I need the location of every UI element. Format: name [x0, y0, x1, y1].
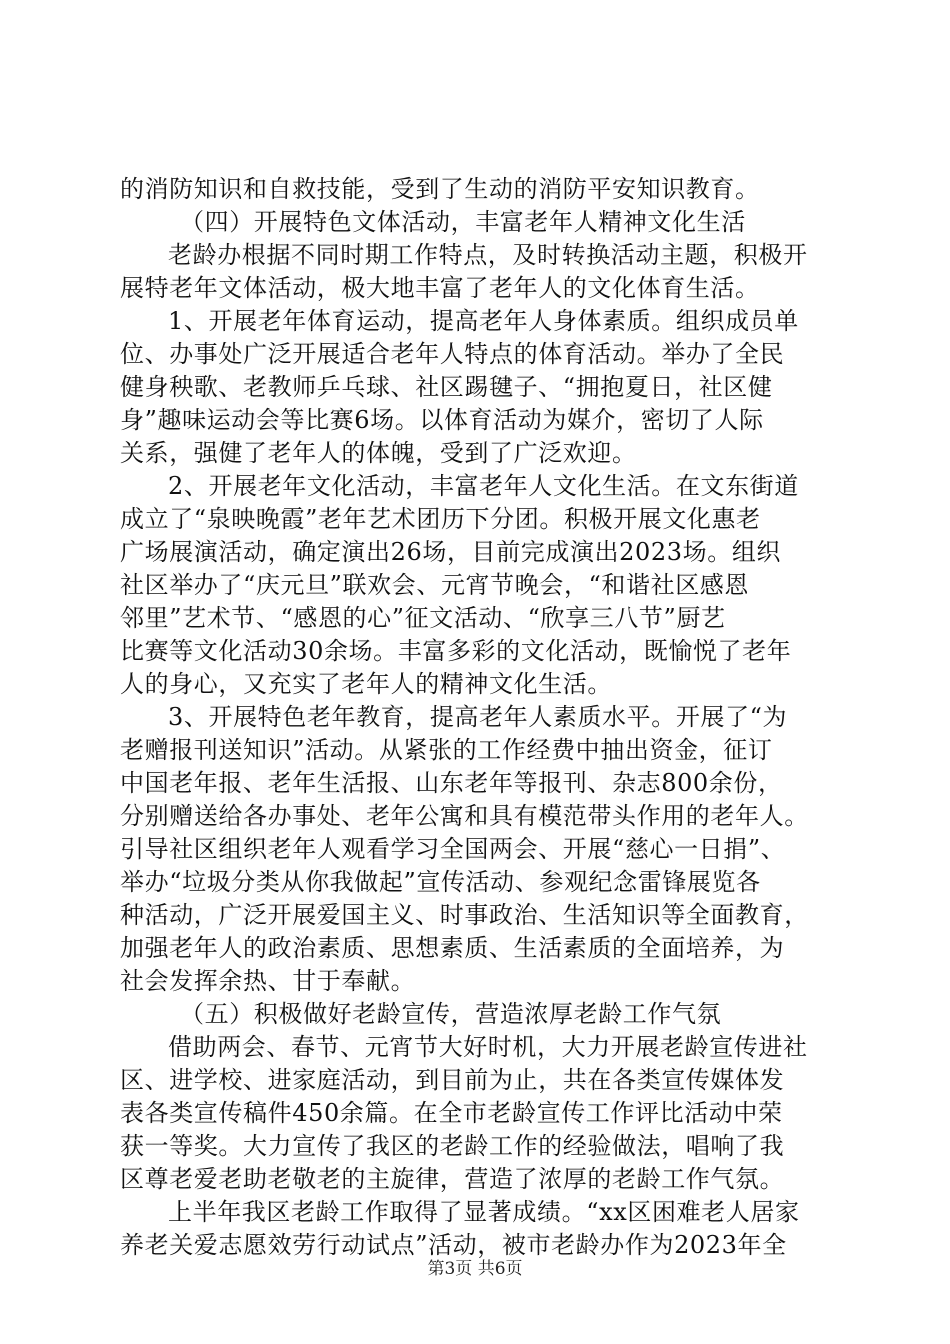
text-line: 广场展演活动，确定演出26场，目前完成演出2023场。组织	[120, 538, 782, 566]
text-line: 邻里”艺术节、“感恩的心”征文活动、“欣享三八节”厨艺	[120, 604, 726, 632]
text-line: 养老关爱志愿效劳行动试点”活动，被市老龄办作为2023年全	[120, 1231, 787, 1259]
text-line: 社区举办了“庆元旦”联欢会、元宵节晚会，“和谐社区感恩	[120, 571, 750, 599]
page-number: 第3页 共6页	[427, 1259, 523, 1279]
text-line: 老赠报刊送知识”活动。从紧张的工作经费中抽出资金，征订	[120, 736, 773, 764]
text-line: 身”趣味运动会等比赛6场。以体育活动为媒介，密切了人际	[120, 406, 764, 434]
text-line: 举办“垃圾分类从你我做起”宣传活动、参观纪念雷锋展览各	[120, 868, 761, 896]
text-line: 中国老年报、老年生活报、山东老年等报刊、杂志800余份，	[120, 769, 783, 797]
text-line: 关系，强健了老年人的体魄，受到了广泛欢迎。	[120, 439, 637, 467]
text-line: 获一等奖。大力宣传了我区的老龄工作的经验做法，唱响了我	[120, 1132, 785, 1160]
section-heading: （四）开展特色文体活动，丰富老年人精神文化生活	[180, 208, 746, 236]
text-line: 展特老年文体活动，极大地丰富了老年人的文化体育生活。	[120, 274, 760, 302]
text-line: 区、进学校、进家庭活动，到目前为止，共在各类宣传媒体发	[120, 1066, 785, 1094]
text-line: 上半年我区老龄工作取得了显著成绩。“xx区困难老人居家	[168, 1198, 800, 1226]
text-line: 健身秧歌、老教师乒乓球、社区踢毽子、“拥抱夏日，社区健	[120, 373, 773, 401]
text-line: 加强老年人的政治素质、思想素质、生活素质的全面培养，为	[120, 934, 785, 962]
text-line: 3、开展特色老年教育，提高老年人素质水平。开展了“为	[168, 703, 788, 731]
text-line: 人的身心，又充实了老年人的精神文化生活。	[120, 670, 612, 698]
text-line: 区尊老爱老助老敬老的主旋律，营造了浓厚的老龄工作气氛。	[120, 1165, 785, 1193]
text-line: 老龄办根据不同时期工作特点，及时转换活动主题，积极开	[168, 241, 808, 269]
text-line: 的消防知识和自救技能，受到了生动的消防平安知识教育。	[120, 175, 760, 203]
text-line: 分别赠送给各办事处、老年公寓和具有模范带头作用的老年人。	[120, 802, 809, 830]
text-line: 借助两会、春节、元宵节大好时机，大力开展老龄宣传进社	[168, 1033, 808, 1061]
text-line: 位、办事处广泛开展适合老年人特点的体育活动。举办了全民	[120, 340, 785, 368]
text-line: 2、开展老年文化活动，丰富老年人文化生活。在文东街道	[168, 472, 799, 500]
text-line: 成立了“泉映晚霞”老年艺术团历下分团。积极开展文化惠老	[120, 505, 761, 533]
text-line: 表各类宣传稿件450余篇。在全市老龄宣传工作评比活动中荣	[120, 1099, 783, 1127]
text-line: 种活动，广泛开展爱国主义、时事政治、生活知识等全面教育，	[120, 901, 809, 929]
text-line: 社会发挥余热、甘于奉献。	[120, 967, 416, 995]
text-line: 1、开展老年体育运动，提高老年人身体素质。组织成员单	[168, 307, 799, 335]
section-heading: （五）积极做好老龄宣传，营造浓厚老龄工作气氛	[180, 1000, 722, 1028]
text-line: 引导社区组织老年人观看学习全国两会、开展“慈心一日捐”、	[120, 835, 786, 863]
text-line: 比赛等文化活动30余场。丰富多彩的文化活动，既愉悦了老年	[120, 637, 792, 665]
